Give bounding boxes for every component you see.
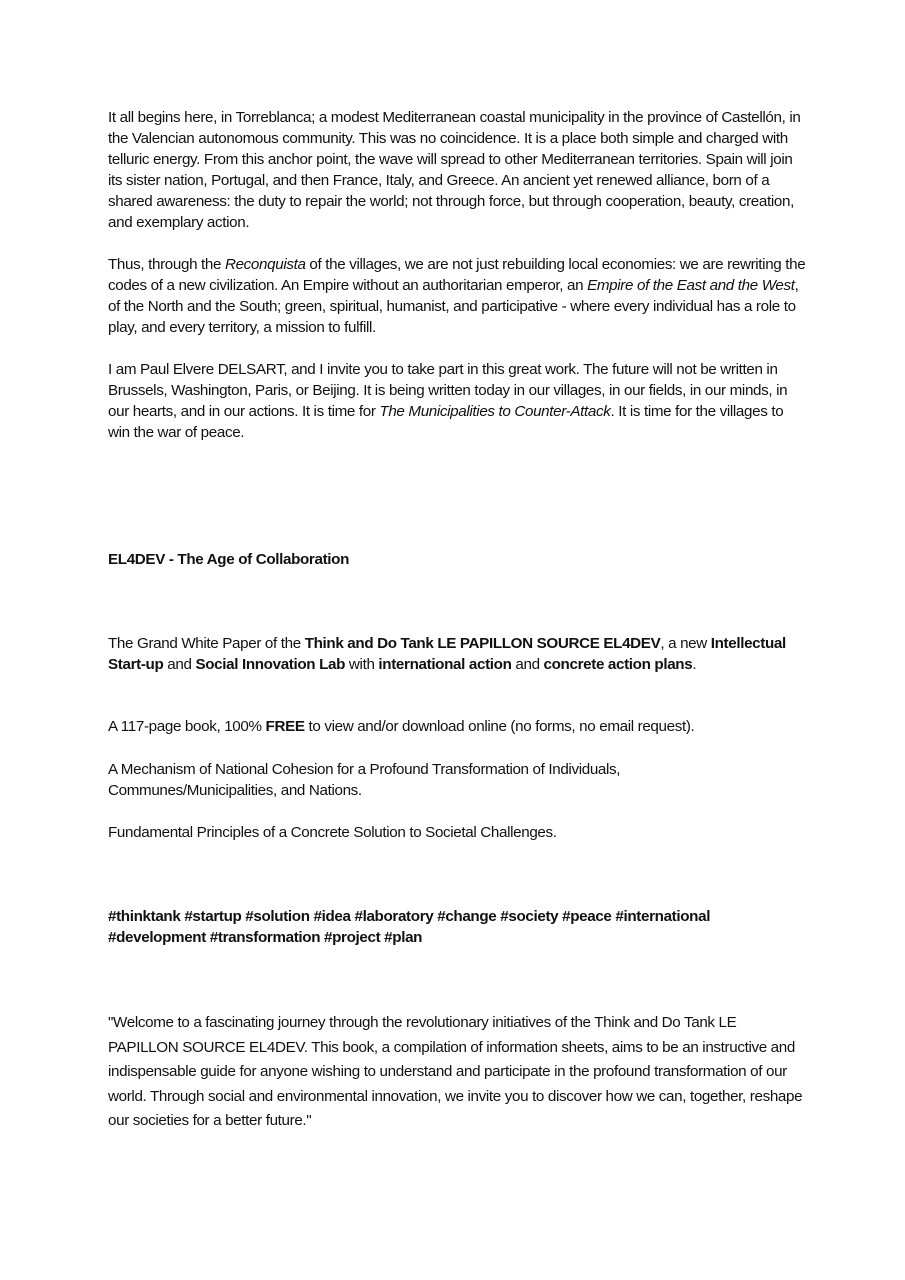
principles-paragraph: Fundamental Principles of a Concrete Solution to Societal Challenges. <box>108 824 557 841</box>
book-info-line <box>108 716 808 737</box>
bold-lab: Social Innovation Lab <box>195 656 346 673</box>
book-quote: "Welcome to a fascinating journey through the revolutionary initiatives of the Think and Do Tank LE PAPILLON SOURCE EL4DEV. This book, a compilation of information sheets, aims to be an instructive and indispensable guide for anyone wishing to understand and participate in the profound transformation of our world. Through social and environmental innovation, we invite you to discover how we can, together, reshape our societies for a better future." <box>108 1014 803 1129</box>
intro-paragraph-torreblanca: It all begins here, in Torreblanca; a modest Mediterranean coastal municipality in the province of Castellón, in the Valencian autonomous community. This was no coincidence. It is a place both simple and charged with telluric energy. From this anchor point, the wave will spread to other Mediterranean territories. Spain will join its sister nation, Portugal, and then France, Italy, and Greece. An ancient yet renewed alliance, born of a shared awareness: the duty to repair the world; not through force, but through cooperation, beauty, creation, and exemplary action. <box>108 109 801 231</box>
text-span: of the villages, we are not just rebuilding local economies: we are rewriting the codes of a new civilization. An Empire without an authoritarian emperor, an <box>108 256 806 294</box>
text-span: and <box>511 656 544 673</box>
bold-free: FREE <box>265 718 305 735</box>
hashtags: #thinktank #startup #solution #idea #laboratory #change #society #peace #international #development #transformation #project #plan <box>108 908 711 946</box>
text-span: Thus, through the <box>108 256 225 273</box>
intro-paragraph-reconquista <box>108 254 808 338</box>
section-heading: EL4DEV - The Age of Collaboration <box>108 551 350 568</box>
text-span: , of the North and the South; green, spiritual, humanist, and participative - where every individual has a role to play, and every territory, a mission to fulfill. <box>108 277 799 336</box>
text-span: , a new <box>660 635 711 652</box>
bold-international: international action <box>378 656 512 673</box>
text-span: with <box>345 656 379 673</box>
bold-startup: Intellectual Start-up <box>108 635 786 673</box>
italic-municipalities: The Municipalities to Counter-Attack <box>379 403 611 420</box>
mechanism-paragraph: A Mechanism of National Cohesion for a Profound Transformation of Individuals, Communes/Municipalities, and Nations. <box>108 761 621 799</box>
text-span: and <box>163 656 196 673</box>
text-span: The Grand White Paper of the <box>108 635 305 652</box>
white-paper-paragraph <box>108 633 808 675</box>
text-span: . It is time for the villages to win the war of peace. <box>108 403 784 441</box>
text-span: A 117-page book, 100% <box>108 718 266 735</box>
intro-paragraph-delsart <box>108 359 808 443</box>
bold-action-plans: concrete action plans <box>543 656 693 673</box>
italic-empire: Empire of the East and the West <box>587 277 795 294</box>
bold-think-tank: Think and Do Tank LE PAPILLON SOURCE EL4DEV <box>304 635 661 652</box>
italic-reconquista: Reconquista <box>224 256 306 273</box>
text-span: I am Paul Elvere DELSART, and I invite you to take part in this great work. The future will not be written in Brussels, Washington, Paris, or Beijing. It is being written today in our villages, in our fields, in our minds, in our hearts, and in our actions. It is time for <box>108 361 788 420</box>
text-span: to view and/or download online (no forms, no email request). <box>304 718 695 735</box>
text-span: . <box>692 656 697 673</box>
